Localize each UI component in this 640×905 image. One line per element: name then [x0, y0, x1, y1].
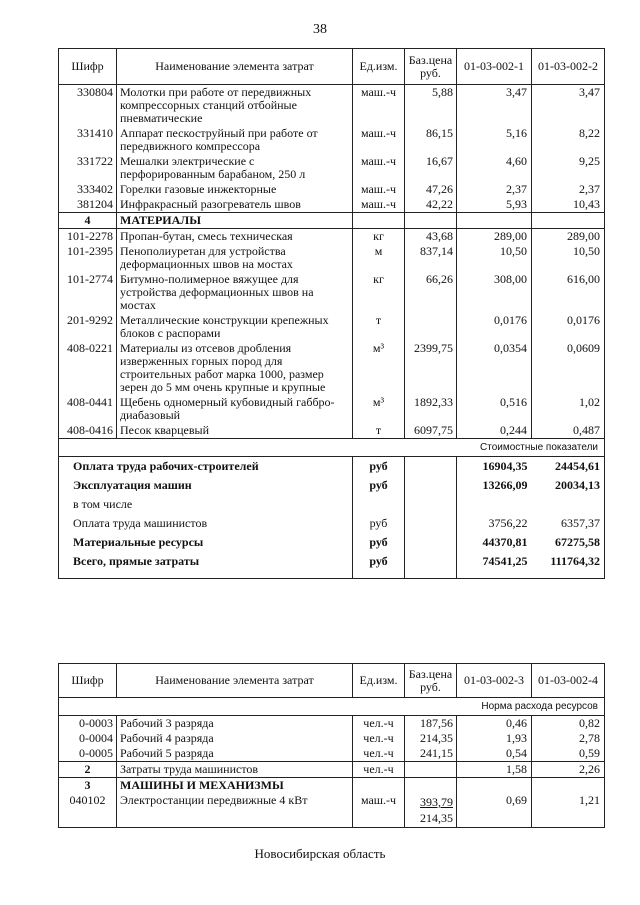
row-name: Мешалки электрические с перфорированным барабаном, 250 л — [117, 154, 353, 182]
resource-table-2 — [58, 663, 605, 828]
row-unit: маш.-ч — [353, 85, 405, 127]
summary-name: Эксплуатация машин — [59, 476, 353, 495]
table-row — [59, 154, 605, 182]
table-row — [59, 716, 605, 732]
row-value-2: 0,82 — [532, 716, 605, 732]
row-code: 331410 — [59, 126, 117, 154]
row-code: 408-0416 — [59, 423, 117, 439]
row-value-1: 0,0354 — [457, 341, 532, 395]
row-name: Горелки газовые инжекторные — [117, 182, 353, 197]
summary-row — [59, 533, 605, 552]
summary-unit: руб — [353, 457, 405, 477]
row-value-1: 289,00 — [457, 229, 532, 245]
header-col-1: 01-03-002-1 — [457, 49, 532, 85]
row-value-1: 0,46 — [457, 716, 532, 732]
row-value-1: 0,0176 — [457, 313, 532, 341]
band-row — [59, 698, 605, 716]
row-code: 381204 — [59, 197, 117, 213]
resource-table-1 — [58, 48, 605, 579]
table-row — [59, 244, 605, 272]
summary-value-1: 13266,09 — [482, 478, 528, 492]
row-unit: маш.-ч — [353, 154, 405, 182]
row-unit: кг — [353, 229, 405, 245]
row-price — [405, 313, 457, 341]
section-header-row — [59, 778, 605, 794]
table-row — [59, 746, 605, 762]
row-name: Рабочий 5 разряда — [117, 746, 353, 762]
header-name: Наименование элемента затрат — [117, 664, 353, 698]
summary-unit: руб — [353, 552, 405, 578]
row-value-1: 10,50 — [457, 244, 532, 272]
summary-value-2: 20034,13 — [532, 476, 605, 495]
summary-name: Оплата труда рабочих-строителей — [59, 457, 353, 477]
row-value-2: 0,59 — [532, 746, 605, 762]
table-row — [59, 395, 605, 423]
row-value-2: 8,22 — [532, 126, 605, 154]
row-price: 86,15 — [405, 126, 457, 154]
row-name: Аппарат пескоструйный при работе от передвижного компрессора — [117, 126, 353, 154]
row-value-1: 0,244 — [457, 423, 532, 439]
row-name: Щебень одномерный кубовидный габбро-диабазовый — [117, 395, 353, 423]
row-value-1: 1,93 — [457, 731, 532, 746]
footer-region: Новосибирская область — [254, 846, 386, 861]
row-code: 101-2774 — [59, 272, 117, 313]
row-unit: м³ — [353, 341, 405, 395]
row-value-1: 4,60 — [457, 154, 532, 182]
row-price: 1892,33 — [405, 395, 457, 423]
row-price: 42,22 — [405, 197, 457, 213]
section-title: МАШИНЫ И МЕХАНИЗМЫ — [117, 778, 353, 794]
table-row — [59, 313, 605, 341]
summary-unit: руб — [353, 514, 405, 533]
section-header-row — [59, 213, 605, 229]
summary-unit: руб — [353, 533, 405, 552]
norm-label: Норма расхода ресурсов — [59, 698, 605, 716]
row-code: 0-0005 — [59, 746, 117, 762]
summary-value-2: 111764,32 — [532, 552, 605, 578]
summary-name: Всего, прямые затраты — [59, 552, 353, 578]
row-code: 408-0221 — [59, 341, 117, 395]
row-unit: чел.-ч — [353, 716, 405, 732]
price-current: 393,79 — [420, 795, 453, 809]
row-value-1: 0,69 — [457, 793, 532, 828]
row-value-1: 308,00 — [457, 272, 532, 313]
row-value-2: 0,0176 — [532, 313, 605, 341]
row-value-1: 0,516 — [457, 395, 532, 423]
row-value-1: 5,16 — [457, 126, 532, 154]
row-name: Затраты труда машинистов — [117, 762, 353, 778]
row-name: Рабочий 4 разряда — [117, 731, 353, 746]
row-name: Материалы из отсевов дробления изверженных горных пород для строительных работ марка 1000, размер зерен до 5 мм очень крупные и крупные — [117, 341, 353, 395]
summary-name: в том числе — [59, 495, 353, 514]
table-row — [59, 341, 605, 395]
summary-unit: руб — [353, 476, 405, 495]
row-unit: м — [353, 244, 405, 272]
section-number: 4 — [59, 213, 117, 229]
row-price: 43,68 — [405, 229, 457, 245]
row-value-2: 2,37 — [532, 182, 605, 197]
table-row — [59, 762, 605, 778]
header-code: Шифр — [59, 49, 117, 85]
header-unit: Ед.изм. — [353, 49, 405, 85]
table-row — [59, 85, 605, 127]
row-price: 47,26 — [405, 182, 457, 197]
row-price: 16,67 — [405, 154, 457, 182]
header-col-2: 01-03-002-4 — [532, 664, 605, 698]
row-value-2: 10,50 — [532, 244, 605, 272]
row-name: Металлические конструкции крепежных блоков с распорами — [117, 313, 353, 341]
row-code: 201-9292 — [59, 313, 117, 341]
row-price: 2399,75 — [405, 341, 457, 395]
price-previous: 214,35 — [420, 811, 453, 825]
row-price: 214,35 — [405, 731, 457, 746]
table-row — [59, 229, 605, 245]
row-unit: маш.-ч — [353, 126, 405, 154]
summary-value-2: 6357,37 — [532, 514, 605, 533]
row-price: 241,15 — [405, 746, 457, 762]
row-code: 040102 — [59, 793, 117, 828]
cost-indicators-label: Стоимостные показатели — [59, 439, 605, 457]
row-value-2: 1,21 — [532, 793, 605, 828]
summary-value-2: 67275,58 — [532, 533, 605, 552]
row-value-1: 5,93 — [457, 197, 532, 213]
row-code: 0-0003 — [59, 716, 117, 732]
summary-row — [59, 476, 605, 495]
band-row — [59, 439, 605, 457]
table-header-row — [59, 49, 605, 85]
row-code: 333402 — [59, 182, 117, 197]
summary-value-2: 24454,61 — [532, 457, 605, 477]
summary-name: Материальные ресурсы — [59, 533, 353, 552]
summary-row — [59, 514, 605, 533]
header-col-1: 01-03-002-3 — [457, 664, 532, 698]
row-value-2: 0,487 — [532, 423, 605, 439]
summary-name: Оплата труда машинистов — [59, 514, 353, 533]
table-header-row — [59, 664, 605, 698]
row-unit: чел.-ч — [353, 731, 405, 746]
row-name: Рабочий 3 разряда — [117, 716, 353, 732]
row-unit: т — [353, 423, 405, 439]
row-value-1: 0,54 — [457, 746, 532, 762]
row-unit: маш.-ч — [353, 197, 405, 213]
row-code: 101-2395 — [59, 244, 117, 272]
row-name: Молотки при работе от передвижных компрессорных станций отбойные пневматические — [117, 85, 353, 127]
table-row — [59, 197, 605, 213]
row-value-2: 9,25 — [532, 154, 605, 182]
summary-row — [59, 457, 605, 477]
row-value-2: 289,00 — [532, 229, 605, 245]
row-value-2: 2,26 — [532, 762, 605, 778]
header-code: Шифр — [59, 664, 117, 698]
row-unit: м³ — [353, 395, 405, 423]
row-code: 0-0004 — [59, 731, 117, 746]
row-code: 101-2278 — [59, 229, 117, 245]
summary-value-1: 16904,35 — [482, 459, 528, 473]
row-unit: чел.-ч — [353, 762, 405, 778]
row-value-2: 2,78 — [532, 731, 605, 746]
row-name: Инфракрасный разогреватель швов — [117, 197, 353, 213]
header-price: Баз.цена руб. — [405, 49, 457, 85]
row-name: Электростанции передвижные 4 кВт — [117, 793, 353, 828]
row-code: 408-0441 — [59, 395, 117, 423]
row-price: 837,14 — [405, 244, 457, 272]
row-value-1: 1,58 — [457, 762, 532, 778]
header-name: Наименование элемента затрат — [117, 49, 353, 85]
header-price: Баз.цена руб. — [405, 664, 457, 698]
table-row — [59, 272, 605, 313]
row-price — [405, 793, 457, 828]
table-row — [59, 793, 605, 828]
table-row — [59, 423, 605, 439]
row-value-2: 616,00 — [532, 272, 605, 313]
section-number: 3 — [59, 778, 117, 794]
section-title: МАТЕРИАЛЫ — [117, 213, 353, 229]
row-unit: т — [353, 313, 405, 341]
row-price: 187,56 — [405, 716, 457, 732]
row-value-2: 10,43 — [532, 197, 605, 213]
row-code: 2 — [59, 762, 117, 778]
row-value-2: 0,0609 — [532, 341, 605, 395]
summary-value-1: 44370,81 — [482, 535, 528, 549]
table-row — [59, 731, 605, 746]
summary-row — [59, 552, 605, 578]
row-value-2: 3,47 — [532, 85, 605, 127]
row-name: Песок кварцевый — [117, 423, 353, 439]
row-code: 331722 — [59, 154, 117, 182]
row-unit: маш.-ч — [353, 182, 405, 197]
row-name: Пропан-бутан, смесь техническая — [117, 229, 353, 245]
summary-row — [59, 495, 605, 514]
row-unit: чел.-ч — [353, 746, 405, 762]
row-name: Пенополиуретан для устройства деформационных швов на мостах — [117, 244, 353, 272]
row-unit: маш.-ч — [353, 793, 405, 828]
table-row — [59, 126, 605, 154]
page-number: 38 — [313, 22, 327, 37]
table-row — [59, 182, 605, 197]
summary-value-1: 74541,25 — [457, 552, 532, 578]
row-value-1: 3,47 — [457, 85, 532, 127]
row-price: 66,26 — [405, 272, 457, 313]
row-price: 6097,75 — [405, 423, 457, 439]
header-col-2: 01-03-002-2 — [532, 49, 605, 85]
row-name: Битумно-полимерное вяжущее для устройства деформационных швов на мостах — [117, 272, 353, 313]
row-price: 5,88 — [405, 85, 457, 127]
row-unit: кг — [353, 272, 405, 313]
row-value-2: 1,02 — [532, 395, 605, 423]
row-value-1: 2,37 — [457, 182, 532, 197]
summary-value-1: 3756,22 — [488, 516, 528, 530]
header-unit: Ед.изм. — [353, 664, 405, 698]
row-code: 330804 — [59, 85, 117, 127]
